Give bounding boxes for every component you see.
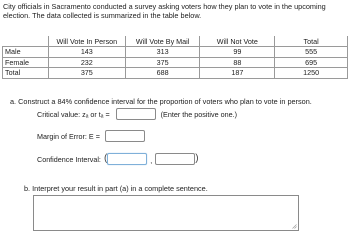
problem-intro: City officials in Sacramento conducted a survey asking voters how they plan to vote in the upcoming election. The data collected is summarized in the table below. bbox=[3, 2, 326, 20]
ci-upper-input[interactable] bbox=[155, 153, 195, 165]
part-b-prompt: b. Interpret your result in part (a) in a complete sentence. bbox=[24, 184, 208, 193]
ci-open-paren: ( bbox=[103, 153, 108, 164]
table-cell: 555 bbox=[275, 47, 348, 58]
table-cell: 88 bbox=[200, 57, 275, 68]
table-header-in-person: Will Vote In Person bbox=[48, 36, 125, 47]
table-cell: 99 bbox=[200, 47, 275, 58]
table-row bbox=[3, 68, 348, 79]
row-label-female: Female bbox=[3, 57, 49, 68]
table-cell: 1250 bbox=[275, 68, 348, 79]
interpretation-textarea[interactable] bbox=[33, 195, 299, 231]
row-label-total: Total bbox=[3, 68, 49, 79]
confidence-interval-row bbox=[37, 153, 199, 165]
table-cell: 688 bbox=[125, 68, 200, 79]
table-header-corner bbox=[3, 36, 49, 47]
table-row bbox=[3, 47, 348, 58]
margin-of-error-row bbox=[37, 130, 145, 142]
vote-data-table bbox=[2, 36, 348, 79]
table-cell: 695 bbox=[275, 57, 348, 68]
table-header-not-vote: Will Not Vote bbox=[200, 36, 275, 47]
ci-lower-input[interactable] bbox=[107, 153, 147, 165]
critical-value-input[interactable] bbox=[116, 108, 156, 120]
table-cell: 187 bbox=[200, 68, 275, 79]
critical-value-hint: (Enter the positive one.) bbox=[160, 109, 237, 119]
table-row bbox=[3, 57, 348, 68]
table-cell: 313 bbox=[125, 47, 200, 58]
table-cell: 143 bbox=[48, 47, 125, 58]
margin-of-error-label: Margin of Error: E = bbox=[37, 131, 100, 141]
table-cell: 232 bbox=[48, 57, 125, 68]
table-header-row bbox=[3, 36, 348, 47]
table-header-total: Total bbox=[275, 36, 348, 47]
table-cell: 375 bbox=[48, 68, 125, 79]
critical-value-label: Critical value: zₐ or tₐ = bbox=[37, 109, 110, 119]
ci-comma: , bbox=[150, 156, 153, 165]
table-header-by-mail: Will Vote By Mail bbox=[125, 36, 200, 47]
row-label-male: Male bbox=[3, 47, 49, 58]
table-cell: 375 bbox=[125, 57, 200, 68]
part-a-prompt: a. Construct a 84% confidence interval for the proportion of voters who plan to vote in person. bbox=[10, 97, 312, 106]
ci-close-paren: ) bbox=[195, 153, 199, 164]
confidence-interval-label: Confidence Interval: bbox=[37, 154, 101, 164]
critical-value-row bbox=[37, 108, 237, 120]
resize-handle-icon[interactable] bbox=[292, 224, 297, 229]
margin-of-error-input[interactable] bbox=[105, 130, 145, 142]
